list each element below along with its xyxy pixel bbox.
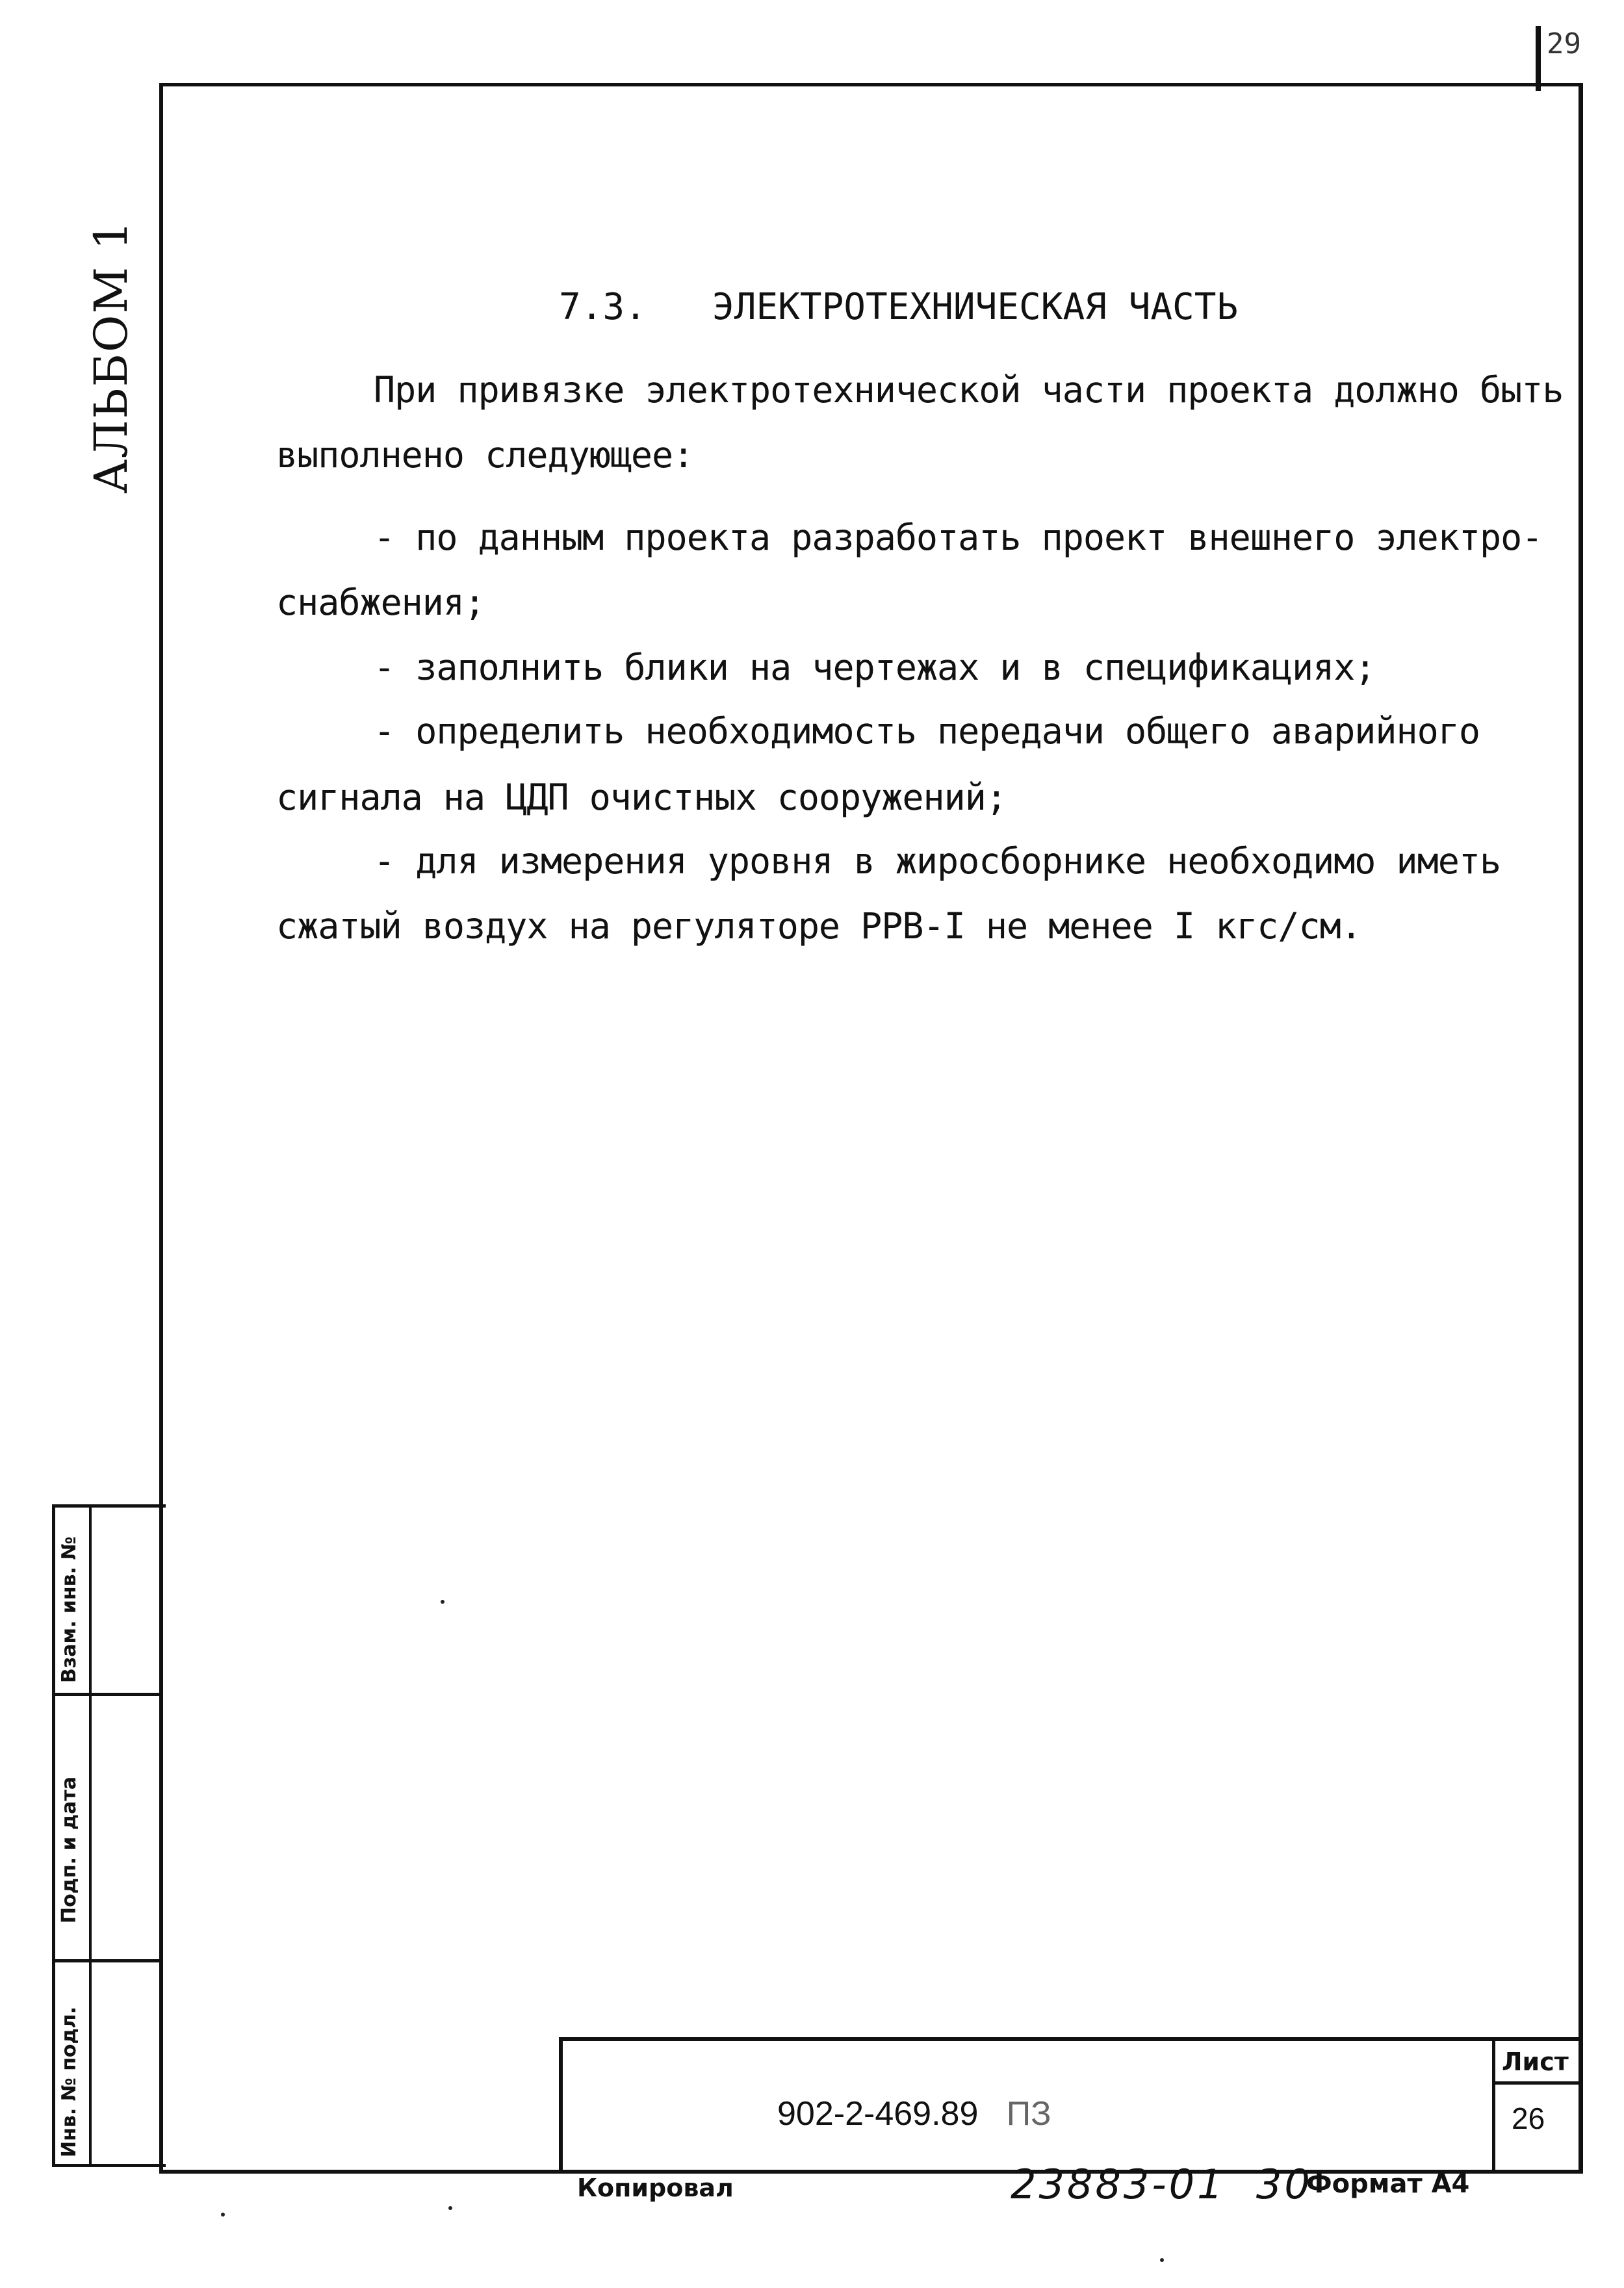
scan-speck [441,1600,445,1604]
stamp-podp-data: Подп. и дата [58,1776,81,1923]
item-1-line-1: - по данным проекта разработать проект внешнего электро- [374,517,1543,558]
order-number: 23883-01 30 [1011,2161,1313,2208]
item-3-line-1: - определить необходимость передачи общего аварийного [374,710,1480,752]
copied-by-label: Копировал [577,2174,734,2202]
title-block [559,2037,1579,2171]
page-number: 29 [1547,27,1581,60]
section-heading [559,286,1238,328]
approval-stamp-columns [52,1504,166,2167]
order-suffix: 30 [1256,2161,1313,2208]
scan-speck [221,2213,225,2217]
album-label: АЛЬБОМ 1 [84,220,138,494]
scan-speck [448,2206,452,2210]
item-3-line-2: сигнала на ЦДП очистных сооружений; [276,777,1007,818]
stamp-row-divider [55,1693,162,1696]
sheet-number: 26 [1512,2102,1545,2135]
section-number: 7.3. [559,286,647,328]
item-1-line-2: снабжения; [276,582,485,623]
stamp-inv-podl: Инв. № подл. [58,2006,81,2157]
intro-line-1: При привязке электротехнической части проекта должно быть [374,369,1564,411]
sheet-cell-divider [1492,2081,1579,2085]
scan-speck [1160,2258,1164,2262]
item-2-line-1: - заполнить блики на чертежах и в спецификациях; [374,647,1376,688]
stamp-column-divider [89,1508,92,2164]
item-4-line-2: сжатый воздух на регуляторе РРВ-I не менее I кгс/см. [276,905,1361,947]
stamp-vzam-inv: Взам. инв. № [58,1536,81,1683]
format-label: Формат А4 [1306,2169,1470,2199]
section-title: ЭЛЕКТРОТЕХНИЧЕСКАЯ ЧАСТЬ [712,286,1239,328]
sheet-label: Лист [1502,2048,1569,2076]
stamp-row-divider [55,1959,162,1962]
intro-line-2: выполнено следующее: [276,434,694,476]
document-code: 902-2-469.89 ПЗ [777,2095,1051,2133]
page-number-bar [1536,26,1541,91]
title-block-divider [1492,2041,1495,2171]
document-suffix: ПЗ [1006,2095,1051,2133]
item-4-line-1: - для измерения уровня в жиросборнике необходимо иметь [374,840,1501,882]
